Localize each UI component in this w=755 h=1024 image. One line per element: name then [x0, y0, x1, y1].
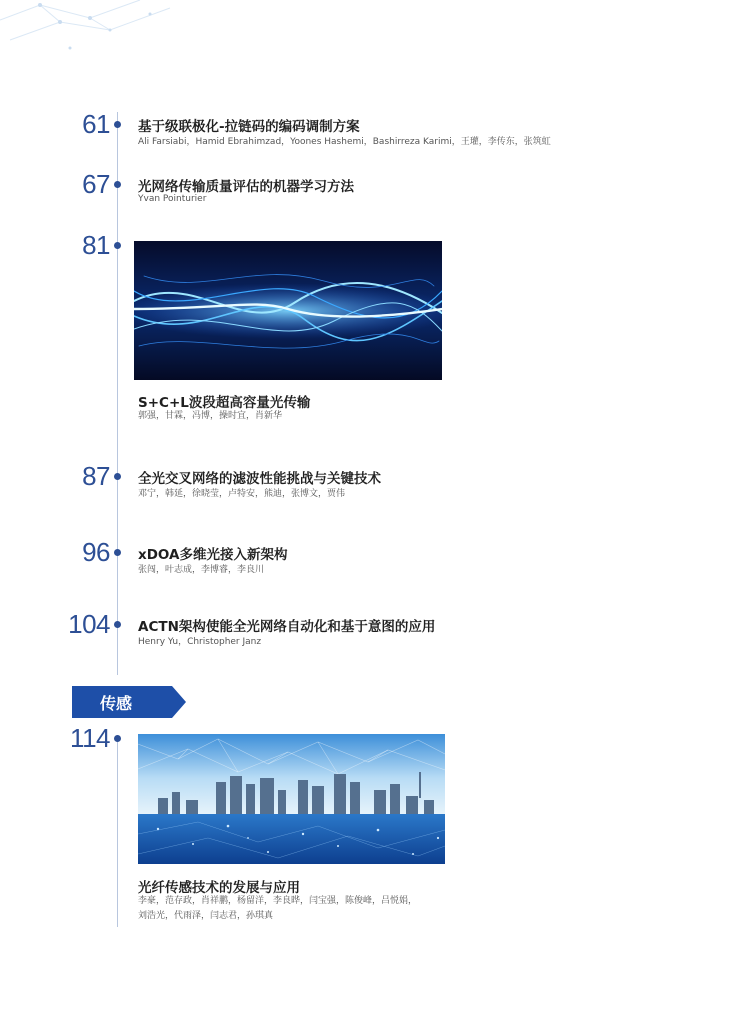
- article-authors-line1: 李豪，范存政，肖祥鹏，杨留洋，李良晔，闫宝强，陈俊峰，吕悦娟，: [138, 896, 418, 906]
- city-network-image: [138, 734, 445, 864]
- article-authors: Henry Yu，Christopher Janz: [138, 637, 262, 647]
- article-authors: Yvan Pointurier: [138, 194, 207, 204]
- section-tag-sensing[interactable]: [72, 686, 186, 718]
- article-title[interactable]: 基于级联极化-拉链码的编码调制方案: [138, 119, 360, 135]
- article-authors: 邓宁，韩延，徐晓莹，卢特安，熊迪，张博文，贾伟: [138, 489, 346, 499]
- article-authors: Ali Farsiabi，Hamid Ebrahimzad，Yoones Hashemi，Bashirreza Karimi，王瓘，李传东，张筑虹: [138, 137, 551, 147]
- page-number: 104: [68, 609, 110, 639]
- page-number: 61: [82, 109, 110, 139]
- timeline-dot: [114, 473, 121, 480]
- timeline-dot: [114, 181, 121, 188]
- timeline-dot: [114, 735, 121, 742]
- article-title[interactable]: 光纤传感技术的发展与应用: [138, 880, 300, 896]
- article-title[interactable]: xDOA多维光接入新架构: [138, 547, 288, 563]
- page-number: 114: [70, 723, 110, 753]
- timeline-dot: [114, 621, 121, 628]
- page-number: 81: [82, 230, 110, 260]
- article-title[interactable]: S+C+L波段超高容量光传输: [138, 395, 311, 411]
- light-waves-image: [134, 241, 442, 380]
- timeline-line: [117, 112, 118, 675]
- timeline-dot: [114, 121, 121, 128]
- article-title[interactable]: 全光交叉网络的滤波性能挑战与关键技术: [138, 471, 381, 487]
- article-title[interactable]: ACTN架构使能全光网络自动化和基于意图的应用: [138, 619, 436, 635]
- article-authors: 张闯，叶志成，李博睿，李良川: [138, 565, 265, 575]
- page-number: 96: [82, 537, 110, 567]
- section-label: 传感: [100, 694, 133, 713]
- timeline-dot: [114, 242, 121, 249]
- page-number: 87: [82, 461, 110, 491]
- timeline-line-sensing: [117, 735, 118, 927]
- article-authors: 郭强，甘霖，冯博，操时宜，肖新华: [138, 411, 283, 421]
- corner-network-decoration: [0, 0, 230, 60]
- article-authors-line2: 刘浩光，代雨泽，闫志君，孙琪真: [138, 911, 274, 921]
- timeline-dot: [114, 549, 121, 556]
- article-title[interactable]: 光网络传输质量评估的机器学习方法: [138, 179, 354, 195]
- page-number: 67: [82, 169, 110, 199]
